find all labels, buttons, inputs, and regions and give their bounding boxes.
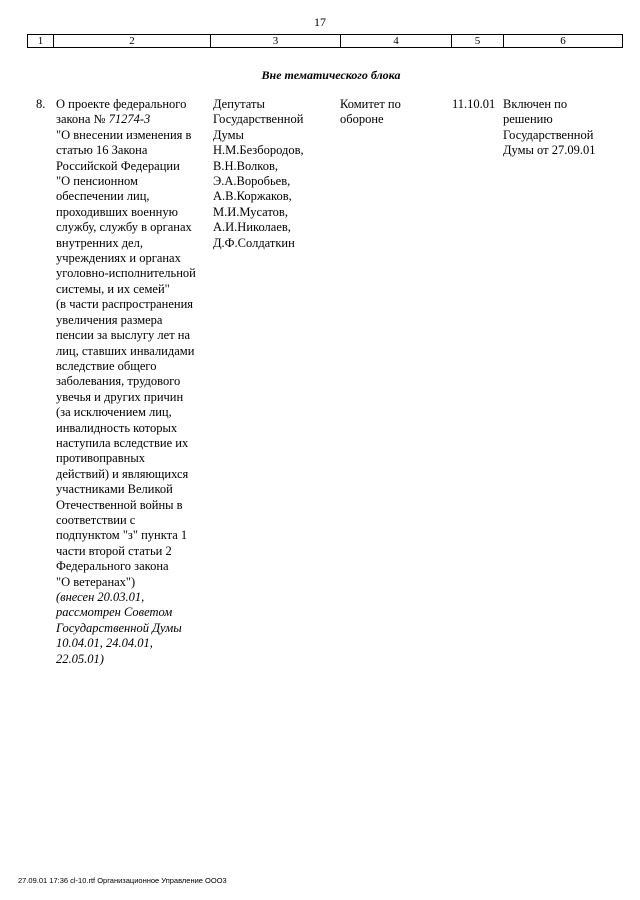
bill-history-line: 22.05.01) <box>56 651 104 666</box>
bill-title-line: статью 16 Закона <box>56 143 148 158</box>
column-number-cell: 6 <box>504 35 623 48</box>
bill-title-prefix: О проекте федерального <box>56 97 187 111</box>
entry-date: 11.10.01 <box>452 97 496 111</box>
bill-history <box>56 590 206 667</box>
bill-title-line: системы, и их семей" <box>56 281 170 296</box>
decision-line: Государственной <box>503 127 594 142</box>
author-line: Э.А.Воробьев, <box>213 174 291 189</box>
committee-line: обороне <box>340 112 384 127</box>
bill-history-line: 10.04.01, 24.04.01, <box>56 636 153 651</box>
bill-title-line: (в части распространения <box>56 297 194 312</box>
author-line: М.И.Мусатов, <box>213 204 288 219</box>
column-number-cell: 3 <box>211 35 341 48</box>
bill-title-line: противоправных <box>56 451 145 466</box>
bill-title-line: обеспечении лиц, <box>56 189 150 204</box>
bill-label: закона № <box>56 112 106 127</box>
bill-title-line: наступила вследствие их <box>56 435 189 450</box>
page-number: 17 <box>314 15 326 29</box>
decision-line: решению <box>503 112 553 127</box>
bill-title-line: действий) и являющихся <box>56 466 189 481</box>
column-number-row <box>27 34 623 48</box>
bill-history-line: Государственной Думы <box>56 620 182 635</box>
bill-history-line: рассмотрен Советом <box>56 605 173 620</box>
bill-title-line: подпунктом "з" пункта 1 <box>56 528 188 543</box>
section-title: Вне тематического блока <box>261 68 401 82</box>
bill-title-line: Отечественной войны в <box>56 497 183 512</box>
author-line: Н.М.Безбородов, <box>213 143 304 158</box>
bill-title-line: Федерального закона <box>56 559 169 574</box>
bill-title-line: заболевания, трудового <box>56 374 181 389</box>
authors-cell <box>213 97 333 251</box>
bill-title-lines <box>56 128 206 590</box>
column-number-cell: 5 <box>452 35 504 48</box>
bill-title-line: соответствии с <box>56 512 136 527</box>
committee-line: Комитет по <box>340 97 401 111</box>
bill-history-line: (внесен 20.03.01, <box>56 590 145 604</box>
author-line: Думы <box>213 127 244 142</box>
bill-title-line: внутренних дел, <box>56 235 143 250</box>
bill-title-line: службу, службу в органах <box>56 220 192 235</box>
bill-title-line: Российской Федерации <box>56 158 180 173</box>
footer-info: 27.09.01 17:36 cl-10.rtf Организационное Управление ООО3 <box>18 876 227 885</box>
author-line: А.В.Коржаков, <box>213 189 292 204</box>
column-number-cell: 1 <box>28 35 54 48</box>
bill-title-line: вследствие общего <box>56 358 157 373</box>
decision-line: Включен по <box>503 97 568 111</box>
bill-title-line: части второй статьи 2 <box>56 543 172 558</box>
author-line: Д.Ф.Солдаткин <box>213 235 295 250</box>
bill-title-line: участниками Великой <box>56 482 173 497</box>
author-line: Депутаты <box>213 97 265 111</box>
bill-title-cell <box>56 97 206 667</box>
author-line: А.И.Николаев, <box>213 220 291 235</box>
author-line: В.Н.Волков, <box>213 158 278 173</box>
decision-line: Думы от 27.09.01 <box>503 143 596 158</box>
bill-title-line: проходивших военную <box>56 204 178 219</box>
bill-title-line: "О ветеранах") <box>56 574 136 589</box>
entry-number: 8. <box>36 97 46 111</box>
bill-title-line: "О пенсионном <box>56 174 138 189</box>
bill-title-line: уголовно-исполнительной <box>56 266 196 281</box>
bill-title-line: учреждениях и органах <box>56 251 181 266</box>
column-number-cell: 2 <box>54 35 211 48</box>
decision-cell <box>503 97 618 159</box>
column-number-cell: 4 <box>341 35 452 48</box>
bill-number: 71274-3 <box>108 112 151 127</box>
author-line: Государственной <box>213 112 304 127</box>
bill-title-line: увеличения размера <box>56 312 163 327</box>
bill-title-line: увечья и других причин <box>56 389 184 404</box>
bill-title-line: (за исключением лиц, <box>56 405 172 420</box>
bill-title-line: лиц, ставших инвалидами <box>56 343 195 358</box>
bill-number-line <box>56 112 206 127</box>
bill-title-line: "О внесении изменения в <box>56 127 192 142</box>
bill-title-line: пенсии за выслугу лет на <box>56 328 191 343</box>
committee-cell <box>340 97 445 128</box>
bill-title-line: инвалидность которых <box>56 420 178 435</box>
